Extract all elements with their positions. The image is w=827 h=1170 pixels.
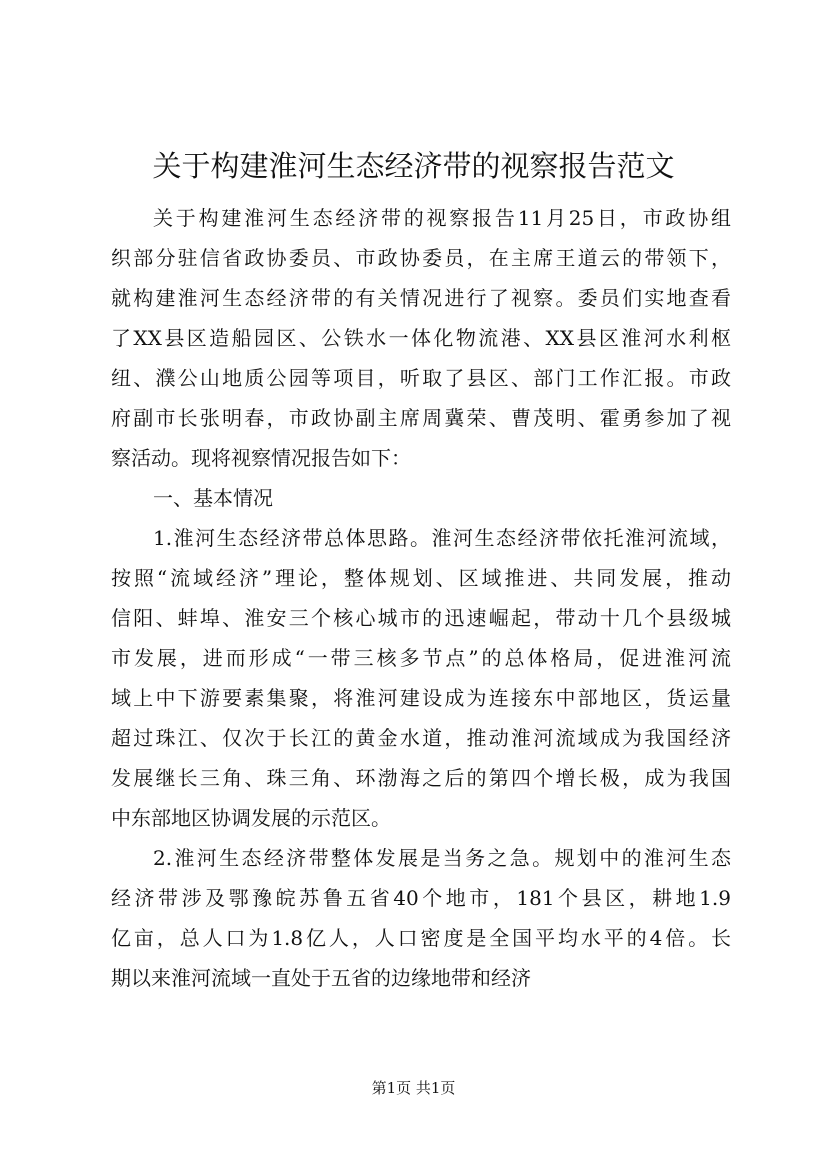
body-line: 关于构建淮河生态经济带的视察报告11月25日，市政协组	[153, 206, 731, 230]
section-heading: 一、基本情况	[153, 486, 273, 510]
body-line: 就构建淮河生态经济带的有关情况进行了视察。委员们实地查看	[111, 286, 731, 310]
body-line: 期以来淮河流域一直处于五省的边缘地带和经济	[111, 966, 531, 990]
document-body	[111, 198, 731, 998]
document-title: 关于构建淮河生态经济带的视察报告范文	[152, 149, 675, 183]
body-line: 织部分驻信省政协委员、市政协委员，在主席王道云的带领下，	[111, 246, 731, 270]
body-line: 信阳、蚌埠、淮安三个核心城市的迅速崛起，带动十几个县级城	[111, 606, 731, 630]
body-line: 府副市长张明春，市政协副主席周冀荣、曹茂明、霍勇参加了视	[111, 406, 731, 430]
body-line: 纽、濮公山地质公园等项目，听取了县区、部门工作汇报。市政	[111, 366, 731, 390]
body-line: 亿亩，总人口为1.8亿人，人口密度是全国平均水平的4倍。长	[111, 926, 731, 950]
body-line: 发展继长三角、珠三角、环渤海之后的第四个增长极，成为我国	[111, 766, 731, 790]
body-line: 2.淮河生态经济带整体发展是当务之急。规划中的淮河生态	[153, 846, 731, 870]
body-line: 域上中下游要素集聚，将淮河建设成为连接东中部地区，货运量	[111, 686, 731, 710]
page-number-footer: 第1页 共1页	[371, 1079, 456, 1097]
body-line: 中东部地区协调发展的示范区。	[111, 806, 391, 830]
body-line: 超过珠江、仅次于长江的黄金水道，推动淮河流域成为我国经济	[111, 726, 731, 750]
body-line: 按照“流域经济”理论，整体规划、区域推进、共同发展，推动	[111, 566, 731, 590]
body-line: 市发展，进而形成“一带三核多节点”的总体格局，促进淮河流	[111, 646, 731, 670]
body-line: 察活动。现将视察情况报告如下：	[111, 446, 411, 470]
body-line: 1.淮河生态经济带总体思路。淮河生态经济带依托淮河流域，	[153, 526, 731, 550]
body-line: 了XX县区造船园区、公铁水一体化物流港、XX县区淮河水利枢	[111, 326, 731, 350]
body-line: 经济带涉及鄂豫皖苏鲁五省40个地市，181个县区，耕地1.9	[111, 886, 731, 910]
